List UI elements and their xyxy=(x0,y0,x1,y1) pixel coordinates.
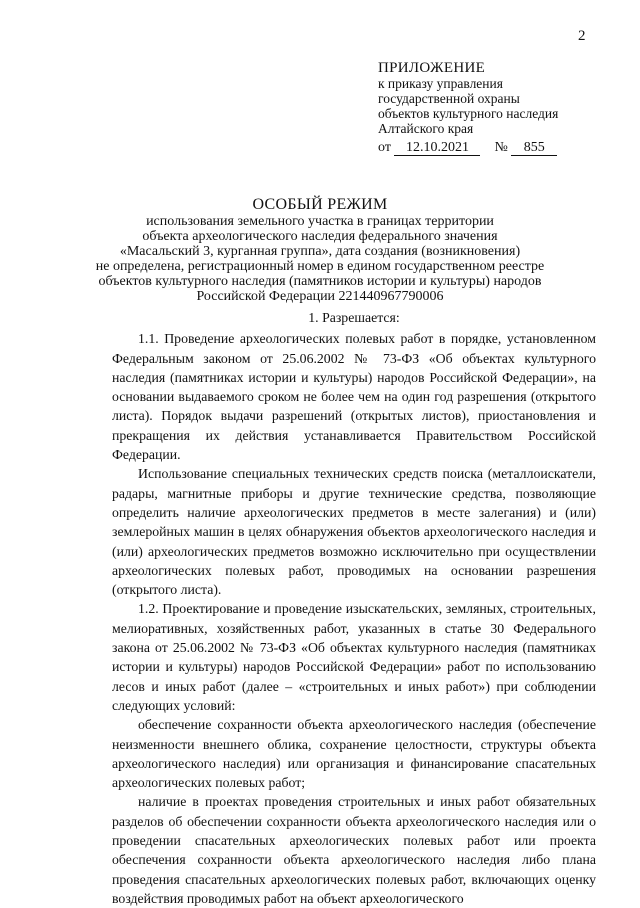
appendix-line: государственной охраны xyxy=(378,91,520,106)
heading-line: Российской Федерации 221440967790006 xyxy=(196,289,444,304)
appendix-line: к приказу управления xyxy=(378,76,503,91)
document-body xyxy=(112,308,596,908)
heading-line: использования земельного участка в границах территории xyxy=(146,214,494,229)
appendix-line: объектов культурного наследия xyxy=(378,106,559,121)
heading-line: не определена, регистрационный номер в едином государственном реестре xyxy=(95,259,545,274)
appendix-title: ПРИЛОЖЕНИЕ xyxy=(378,60,486,76)
document-title: ОСОБЫЙ РЕЖИМ xyxy=(252,196,388,213)
order-number-label: № xyxy=(494,140,508,155)
heading-line: объектов культурного наследия (памятников истории и культуры) народов xyxy=(98,274,542,289)
paragraph: 1.2. Проектирование и проведение изыскательских, земляных, строительных, мелиоративных, хозяйственных работ, указанных в статье 30 Федерального закона от 25.06.2002 № 73-ФЗ «Об объектах культурного наследия (памятниках истории и культуры) народов Российской Федерации» работ по использованию лесов и иных работ (далее – «строительных и иных работ») при соблюдении следующих условий: xyxy=(112,601,596,713)
heading-line: «Масальский 3, курганная группа», дата создания (возникновения) xyxy=(119,244,521,259)
section-heading: 1. Разрешается: xyxy=(308,310,400,325)
paragraph: Использование специальных технических средств поиска (металлоискатели, радары, магнитные приборы и другие технические средства, позволяющие определить наличие археологических предметов в месте залегания) и (или) землеройных машин в целях обнаружения объектов археологического наследия и (или) археологических предметов возможно исключительно при осуществлении археологических полевых работ, проводимых на основании разрешения (открытого листа). xyxy=(112,466,596,598)
order-from-label: от xyxy=(378,140,391,155)
appendix-block xyxy=(378,60,618,157)
order-number: 855 xyxy=(511,140,557,156)
appendix-line: Алтайского края xyxy=(378,121,474,136)
order-line xyxy=(378,139,618,157)
heading-line: объекта археологического наследия федерального значения xyxy=(142,229,498,244)
paragraph: наличие в проектах проведения строительных и иных работ обязательных разделов об обеспечении сохранности объекта археологического наследия или о проведении спасательных археологических полевых работ или проекта обеспечения сохранности объекта археологического наследия либо плана проведения спасательных археологических полевых работ, включающих оценку воздействия проводимых работ на объект археологического xyxy=(112,794,596,906)
page-number: 2 xyxy=(578,28,586,44)
paragraph: обеспечение сохранности объекта археологического наследия (обеспечение неизменности внешнего облика, сохранение целостности, структуры объекта археологического наследия) или организация и финансирование спасательных археологических полевых работ; xyxy=(112,717,596,791)
order-date: 12.10.2021 xyxy=(394,140,480,156)
paragraph: 1.1. Проведение археологических полевых работ в порядке, установленном Федеральным законом от 25.06.2002 № 73-ФЗ «Об объектах культурного наследия (памятниках истории и культуры) народов Российской Федерации», на основании выдаваемого сроком не более чем на один год разрешения (открытого листа). Порядок выдачи разрешений (открытых листов), приостановления и прекращения их действия устанавливается Правительством Российской Федерации. xyxy=(112,331,596,463)
document-heading xyxy=(90,196,550,304)
